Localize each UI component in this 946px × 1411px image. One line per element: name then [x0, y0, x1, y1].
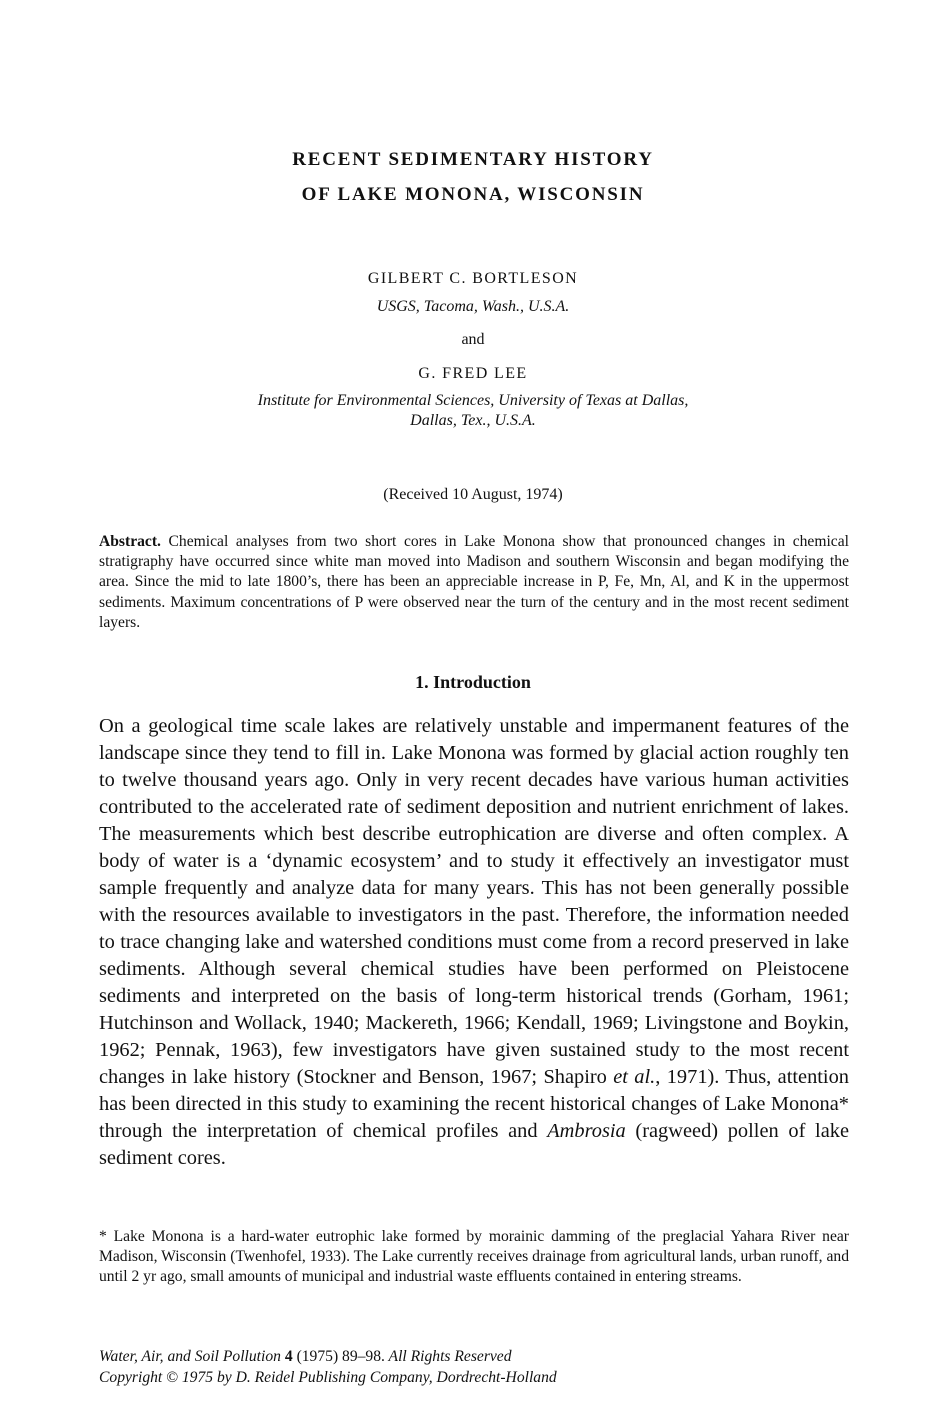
journal-year-pages: (1975) 89–98.	[296, 1348, 385, 1365]
abstract-label: Abstract.	[99, 533, 161, 550]
author-conjunction: and	[461, 331, 485, 348]
footnote: * Lake Monona is a hard-water eutrophic lake formed by morainic damming of the preglacial Yahara River near Madison, Wisconsin (Twenhofel, 1933). The Lake currently receives drainage from agricultural lands, urban runoff, and until 2 yr ago, small amounts of municipal and industrial waste effluents contained in entering streams.	[99, 1228, 849, 1286]
author-2-name: G. FRED LEE	[418, 365, 528, 382]
intro-ambrosia: Ambrosia	[547, 1120, 626, 1142]
rights-text: All Rights Reserved	[388, 1348, 512, 1365]
paper-title-line-1: RECENT SEDIMENTARY HISTORY	[292, 149, 654, 170]
paper-title-line-2: OF LAKE MONONA, WISCONSIN	[301, 184, 645, 205]
journal-citation	[99, 1347, 849, 1388]
abstract-text: Chemical analyses from two short cores in Lake Monona show that pronounced changes in chemical stratigraphy have occurred since white man moved into Madison and southern Wisconsin and began modifying the area. Since the mid to late 1800’s, there has been an appreciable increase in P, Fe, Mn, Al, and K in the uppermost sediments. Maximum concentrations of P were observed near the turn of the century and in the most recent sediment layers.	[99, 533, 849, 631]
intro-et-al: et al.	[613, 1066, 656, 1088]
author-1-affiliation: USGS, Tacoma, Wash., U.S.A.	[376, 298, 570, 315]
citation-line-1	[99, 1347, 849, 1368]
journal-volume: 4	[284, 1348, 293, 1365]
copyright-line: Copyright © 1975 by D. Reidel Publishing Company, Dordrecht-Holland	[99, 1368, 557, 1386]
intro-text-part-2: , 1971). Thus, attention has been directed in this study to examining the recent historical changes of Lake Monona* through the interpretation of chemical profiles and	[99, 1066, 849, 1142]
section-heading-introduction: 1. Introduction	[415, 672, 531, 692]
intro-text-part-3: (ragweed) pollen of lake sediment cores.	[99, 1120, 849, 1169]
journal-name: Water, Air, and Soil Pollution	[99, 1348, 281, 1365]
received-date: (Received 10 August, 1974)	[383, 486, 563, 503]
abstract	[99, 532, 849, 633]
intro-text-part-1: On a geological time scale lakes are relatively unstable and impermanent features of the landscape since they tend to fill in. Lake Monona was formed by glacial action roughly ten to twelve thousand years ago. Only in very recent decades have various human activities contributed to the accelerated rate of sediment deposition and nutrient enrichment of lakes. The measurements which best describe eutrophication are diverse and often complex. A body of water is a ‘dynamic ecosystem’ and to study it effectively an investigator must sample frequently and analyze data for many years. This has not been generally possible with the resources available to investigators in the past. Therefore, the information needed to trace changing lake and watershed conditions must come from a record preserved in lake sediments. Although several chemical studies have been performed on Pleistocene sediments and interpreted on the basis of long-term historical trends (Gorham, 1961; Hutchinson and Wollack, 1940; Mackereth, 1966; Kendall, 1969; Livingstone and Boykin, 1962; Pennak, 1963), few investigators have given sustained study to the most recent changes in lake history (Stockner and Benson, 1967; Shapiro	[99, 715, 849, 1088]
author-2-affiliation-line-1: Institute for Environmental Sciences, University of Texas at Dallas,	[257, 392, 689, 409]
author-2-affiliation-line-2: Dallas, Tex., U.S.A.	[410, 412, 536, 429]
author-1-name: GILBERT C. BORTLESON	[367, 270, 579, 287]
introduction-paragraph	[99, 713, 849, 1172]
